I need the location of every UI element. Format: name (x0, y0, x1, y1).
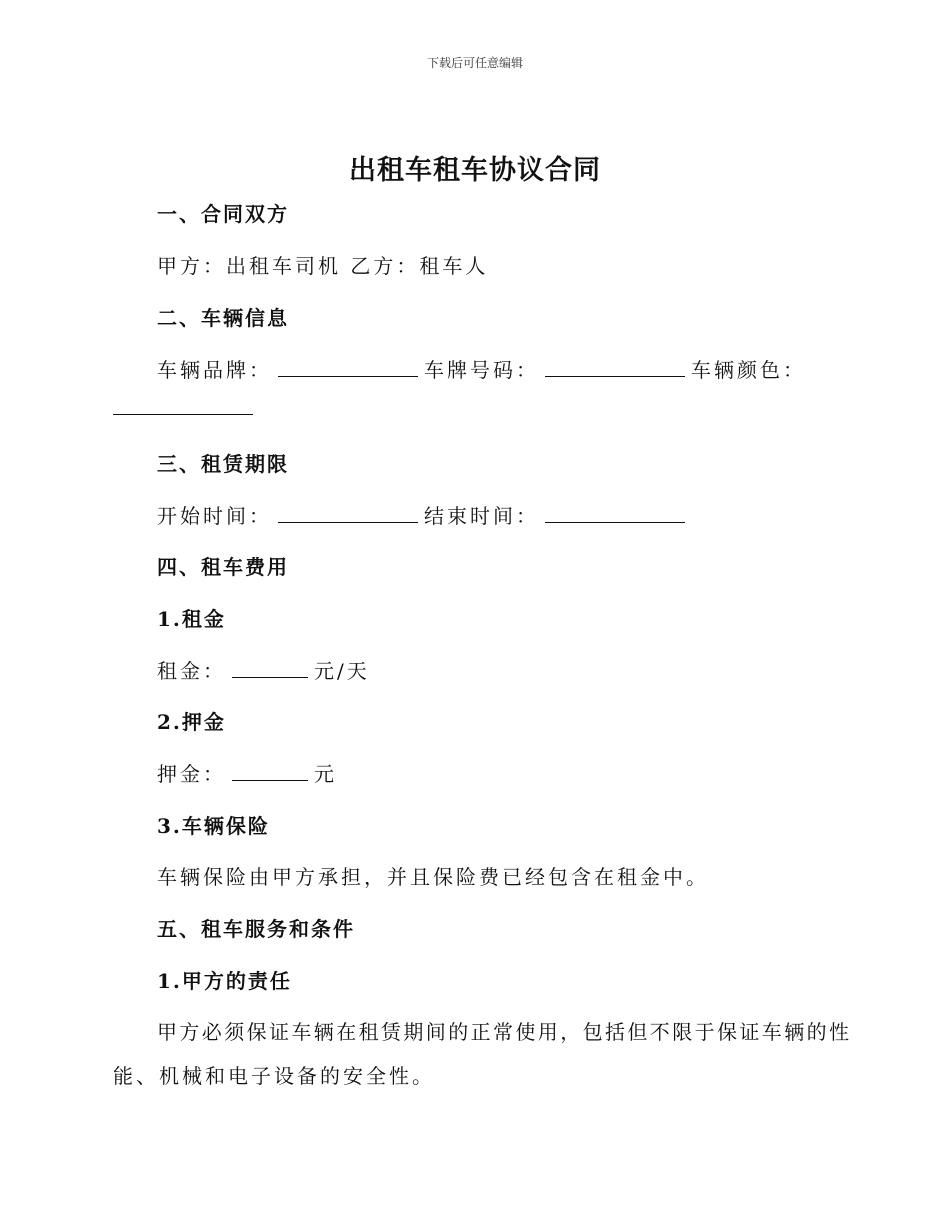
vehicle-info-line (157, 354, 806, 383)
end-time-blank (545, 506, 685, 523)
vehicle-color-label: 车辆颜色： (691, 358, 806, 382)
deposit-label: 押金： (157, 762, 226, 786)
vehicle-color-blank (113, 398, 253, 415)
start-time-blank (278, 506, 418, 523)
vehicle-color-line (113, 396, 259, 420)
insurance-text: 车辆保险由甲方承担，并且保险费已经包含在租金中。 (157, 865, 709, 889)
section-heading-lease-term: 三、租赁期限 (157, 452, 289, 476)
subheading-rent: 1.租金 (157, 607, 226, 631)
deposit-line (157, 758, 337, 787)
party-a-label: 甲方： (157, 254, 226, 278)
subheading-party-a-duties: 1.甲方的责任 (157, 969, 292, 993)
subheading-deposit: 2.押金 (157, 710, 226, 734)
rent-label: 租金： (157, 659, 226, 683)
party-a-value: 出租车司机 (226, 254, 341, 278)
document-title: 出租车租车协议合同 (349, 155, 601, 186)
section-heading-vehicle: 二、车辆信息 (157, 306, 289, 330)
rent-line (157, 655, 370, 684)
party-a-duties-line-1: 甲方必须保证车辆在租赁期间的正常使用，包括但不限于保证车辆的性 (157, 1020, 852, 1044)
section-heading-service-terms: 五、租车服务和条件 (157, 917, 355, 941)
party-a-duties-line-2: 能、机械和电子设备的安全性。 (113, 1064, 435, 1088)
rent-unit: 元/天 (314, 659, 370, 683)
rent-blank (232, 661, 308, 678)
plate-number-blank (545, 360, 685, 377)
plate-number-label: 车牌号码： (424, 358, 539, 382)
party-b-label: 乙方： (350, 254, 420, 278)
deposit-unit: 元 (314, 762, 337, 786)
subheading-insurance: 3.车辆保险 (157, 814, 270, 838)
vehicle-brand-label: 车辆品牌： (157, 358, 272, 382)
end-time-label: 结束时间： (424, 504, 539, 528)
lease-term-line (157, 500, 691, 529)
party-b-value: 租车人 (419, 254, 489, 278)
section-heading-parties: 一、合同双方 (157, 202, 289, 226)
parties-line (157, 250, 488, 279)
header-note: 下载后可任意编辑 (426, 56, 523, 70)
vehicle-brand-blank (278, 360, 418, 377)
section-heading-fees: 四、租车费用 (157, 555, 289, 579)
start-time-label: 开始时间： (157, 504, 272, 528)
deposit-blank (232, 764, 308, 781)
